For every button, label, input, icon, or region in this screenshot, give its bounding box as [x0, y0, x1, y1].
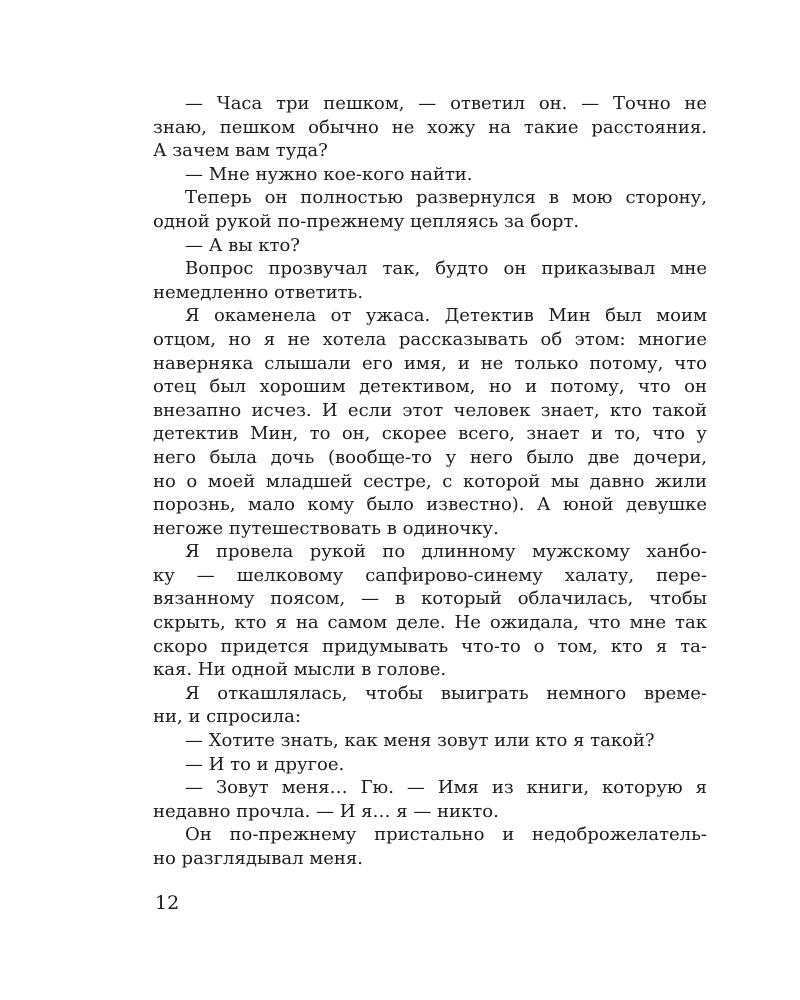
text-line: — Часа три пешком, — ответил он. — Точно не	[185, 93, 707, 114]
text-line: Теперь он полностью развернулся в мою сторону,	[185, 187, 707, 209]
text-line: недавно прочла. — И я… я — никто.	[153, 800, 499, 822]
text-line: одной рукой по-прежнему цепляясь за борт.	[153, 210, 580, 232]
text-line: ку — шелковому сапфирово-синему халату, пере-	[153, 564, 707, 586]
text-line: вязанному поясом, — в который облачилась, чтобы	[153, 588, 707, 610]
text-line: — Мне нужно кое-кого найти.	[185, 163, 473, 185]
text-line: скрыть, кто я на самом деле. Не ожидала, что мне так	[153, 612, 707, 634]
text-line: Я откашлялась, чтобы выиграть немного време-	[185, 682, 707, 704]
text-line: знаю, пешком обычно не хожу на такие расстояния.	[153, 116, 707, 138]
text-line: немедленно ответить.	[153, 281, 364, 303]
text-line: Я провела рукой по длинному мужскому ханбо-	[185, 541, 707, 563]
text-line: Он по-прежнему пристально и недоброжелатель-	[185, 824, 707, 846]
text-line: А зачем вам туда?	[153, 140, 328, 162]
text-line: кая. Ни одной мысли в голове.	[153, 659, 447, 681]
text-line: — А вы кто?	[185, 234, 300, 256]
text-line: внезапно исчез. И если этот человек знает, кто такой	[153, 399, 707, 421]
text-line: — Зовут меня… Гю. — Имя из книги, которую я	[185, 777, 707, 799]
text-line: него была дочь (вообще-то у него было две дочери,	[153, 446, 707, 468]
text-line: детектив Мин, то он, скорее всего, знает и то, что у	[153, 423, 707, 445]
text-line: — Хотите знать, как меня зовут или кто я такой?	[185, 730, 655, 752]
page-text	[153, 92, 707, 871]
text-line: Я окаменела от ужаса. Детектив Мин был моим	[185, 305, 707, 327]
text-line: Вопрос прозвучал так, будто он приказывал мне	[185, 258, 707, 280]
page-number: 12	[155, 892, 180, 914]
text-line: ни, и спросила:	[153, 706, 301, 728]
text-line: порознь, мало кому было известно). А юной девушке	[153, 494, 707, 516]
text-line: но о моей младшей сестре, с которой мы давно жили	[153, 470, 707, 492]
text-line: скоро придется придумывать что-то о том, кто я та-	[153, 635, 707, 657]
text-line: негоже путешествовать в одиночку.	[153, 517, 499, 539]
text-line: — И то и другое.	[185, 753, 345, 775]
text-line: отцом, но я не хотела рассказывать об этом: многие	[153, 328, 707, 350]
text-line: но разглядывал меня.	[153, 848, 364, 869]
text-line: отец был хорошим детективом, но и потому, что он	[153, 376, 707, 398]
text-line: наверняка слышали его имя, и не только потому, что	[153, 352, 707, 374]
